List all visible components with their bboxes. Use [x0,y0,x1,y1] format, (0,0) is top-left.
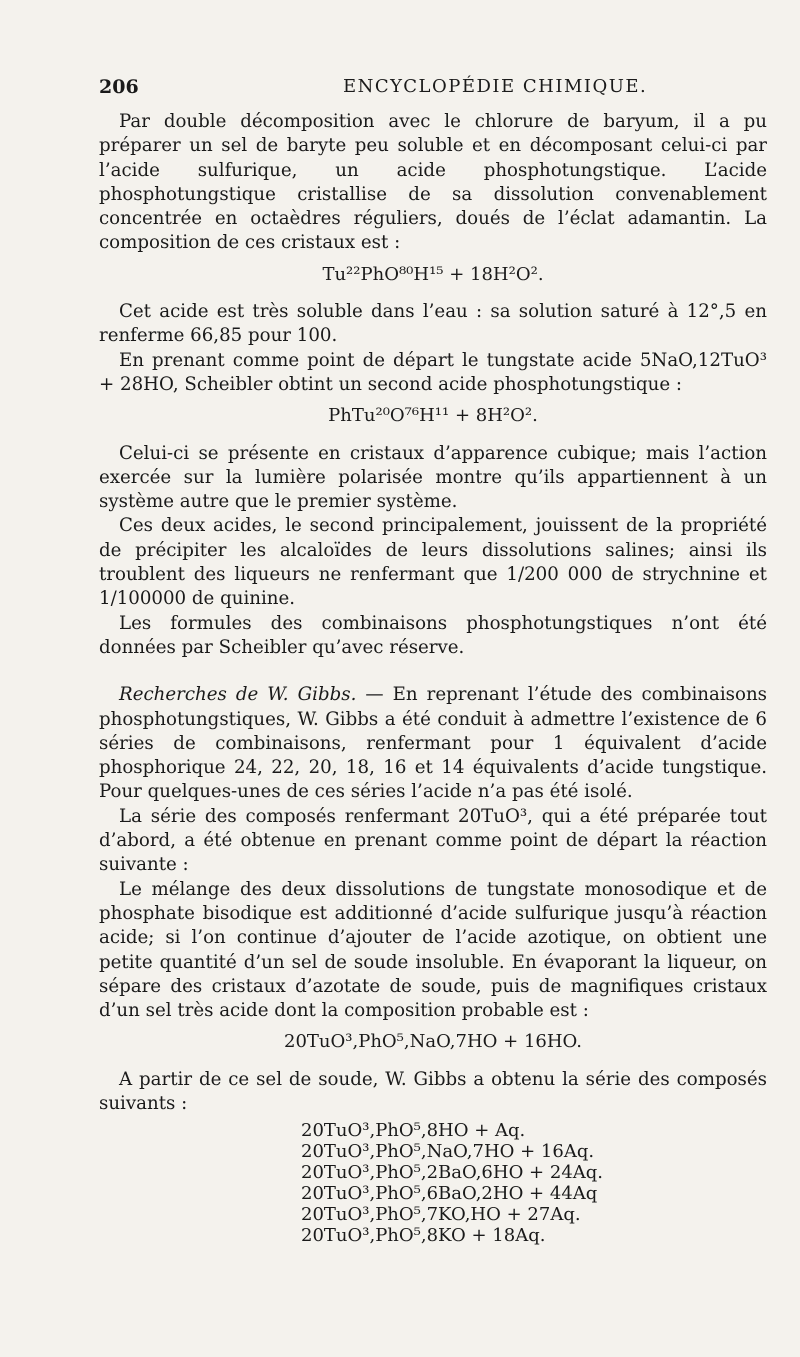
paragraph: Par double décomposition avec le chlorure de baryum, il a pu préparer un sel de baryte peu soluble et en décomposant celui-ci par l’acide sulfurique, un acide phosphotungstique. L’acide phosphotungstique cristallise de sa dissolution convenablement concentrée en octaèdres réguliers, doués de l’éclat adamantin. La composition de ces cristaux est : [99,111,767,254]
formula-list [301,1120,767,1246]
formula: PhTu²⁰O⁷⁶H¹¹ + 8H²O². [328,405,538,427]
paragraph-text: — En reprenant l’étude des combinaisons phosphotungstiques, W. Gibbs a été conduit à admettre l’existence de 6 séries de combinaisons, renfermant pour 1 équivalent d’acide phosphorique 24, 22, 20, 18, 16 et 14 équivalents d’acide tungstique. Pour quelques-unes de ces séries l’acide n’a pas été isolé. [99,684,767,803]
running-head: ENCYCLOPÉDIE CHIMIQUE. [343,76,648,97]
paragraph: La série des composés renfermant 20TuO³, qui a été préparée tout d’abord, a été obtenue en prenant comme point de départ la réaction suivante : [99,805,767,876]
page-number: 206 [99,76,139,98]
body-text [99,110,767,1246]
paragraph: Ces deux acides, le second principalement, jouissent de la propriété de précipiter les alcaloïdes de leurs dissolutions salines; ainsi ils troublent des liqueurs ne renfermant que 1/200 000 de strychnine et 1/100000 de quinine. [99,515,767,610]
formula-list-item: 20TuO³,PhO⁵,6BaO,2HO + 44Aq [301,1183,598,1205]
paragraph: A partir de ce sel de soude, W. Gibbs a obtenu la série des composés suivants : [99,1068,767,1114]
section-title: Recherches de W. Gibbs. [119,684,357,706]
section-gap [99,660,767,683]
page-header [99,76,779,104]
formula: 20TuO³,PhO⁵,NaO,7HO + 16HO. [284,1031,582,1053]
paragraph: Le mélange des deux dissolutions de tungstate monosodique et de phosphate bisodique est additionné d’acide sulfurique jusqu’à réaction acide; si l’on continue d’ajouter de l’acide azotique, on obtient une petite quantité d’un sel de soude insoluble. En évaporant la liqueur, on sépare des cristaux d’azotate de soude, puis de magnifiques cristaux d’un sel très acide dont la composition probable est : [99,878,767,1022]
formula-list-item: 20TuO³,PhO⁵,8HO + Aq. [301,1120,526,1142]
paragraph [99,683,767,804]
paragraph: En prenant comme point de départ le tungstate acide 5NaO,12TuO³ + 28HO, Scheibler obtint un second acide phosphotungstique : [99,349,767,395]
paragraph: Celui-ci se présente en cristaux d’apparence cubique; mais l’action exercée sur la lumière polarisée montre qu’ils appartiennent à un système autre que le premier système. [99,442,767,513]
paragraph: Les formules des combinaisons phosphotungstiques n’ont été données par Scheibler qu’avec réserve. [99,612,767,658]
formula-list-item: 20TuO³,PhO⁵,8KO + 18Aq. [301,1225,546,1247]
formula-list-item: 20TuO³,PhO⁵,7KO,HO + 27Aq. [301,1204,581,1226]
formula-list-item: 20TuO³,PhO⁵,NaO,7HO + 16Aq. [301,1141,595,1163]
paragraph: Cet acide est très soluble dans l’eau : sa solution saturé à 12°,5 en renferme 66,85 pour 100. [99,301,767,347]
formula: Tu²²PhO⁸⁰H¹⁵ + 18H²O². [322,263,544,285]
formula-list-item: 20TuO³,PhO⁵,2BaO,6HO + 24Aq. [301,1162,604,1184]
